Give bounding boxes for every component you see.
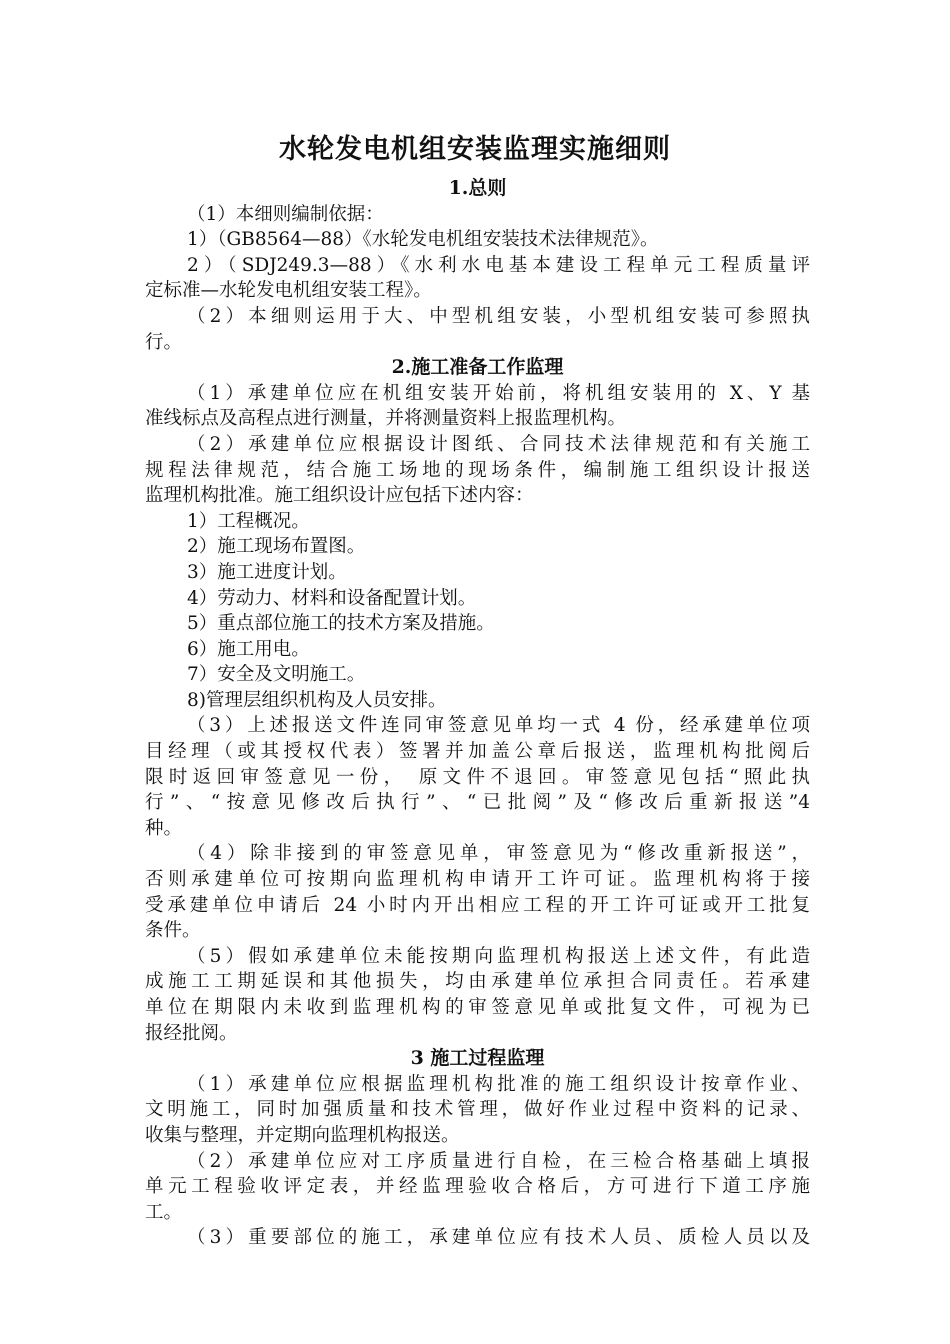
- paragraph-line: （1）本细则编制依据：: [187, 203, 384, 225]
- paragraph-line: 单元工程验收评定表，并经监理验收合格后，方可进行下道工序施: [145, 1176, 810, 1198]
- paragraph-line: 监理机构批准。施工组织设计应包括下述内容：: [145, 485, 534, 507]
- paragraph-line: 收集与整理，并定期向监理机构报送。: [145, 1124, 460, 1146]
- paragraph-line: 工。: [145, 1201, 183, 1223]
- paragraph-line: 文明施工，同时加强质量和技术管理，做好作业过程中资料的记录、: [145, 1099, 810, 1121]
- paragraph-line: 准线标点及高程点进行测量，并将测量资料上报监理机构。: [145, 408, 627, 430]
- paragraph-line: 8)管理层组织机构及人员安排。: [187, 689, 447, 711]
- paragraph-line: （2）承建单位应根据设计图纸、合同技术法律规范和有关施工: [187, 433, 810, 455]
- document-body: [145, 176, 810, 1251]
- document-title: 水轮发电机组安装监理实施细则: [279, 134, 671, 165]
- paragraph-line: 规程法律规范，结合施工场地的现场条件，编制施工组织设计报送: [145, 459, 810, 481]
- paragraph-line: 受承建单位申请后 24 小时内开出相应工程的开工许可证或开工批复: [145, 894, 810, 916]
- paragraph-line: 6）施工用电。: [187, 638, 310, 660]
- paragraph-line: （2）承建单位应对工序质量进行自检，在三检合格基础上填报: [187, 1150, 810, 1172]
- paragraph-line: 1）工程概况。: [187, 510, 310, 532]
- paragraph-line: 行。: [145, 331, 183, 353]
- paragraph-line: 条件。: [145, 920, 201, 942]
- section-heading: 2.施工准备工作监理: [391, 356, 564, 379]
- paragraph-line: （3）上述报送文件连同审签意见单均一式 4 份，经承建单位项: [187, 715, 810, 737]
- paragraph-line: 种。: [145, 817, 183, 839]
- section-heading: 1.总则: [448, 177, 507, 199]
- paragraph-line: 报经批阅。: [145, 1022, 238, 1044]
- paragraph-line: 1）（GB8564—88）《水轮发电机组安装技术法律规范》。: [187, 229, 659, 251]
- paragraph-line: 定标准—水轮发电机组安装工程》。: [145, 280, 432, 302]
- paragraph-line: 2）施工现场布置图。: [187, 536, 366, 558]
- paragraph-line: 2）（SDJ249.3—88）《水利水电基本建设工程单元工程质量评: [187, 254, 810, 276]
- paragraph-line: 5）重点部位施工的技术方案及措施。: [187, 613, 495, 635]
- section-heading: 3 施工过程监理: [410, 1047, 545, 1070]
- paragraph-line: （3）重要部位的施工，承建单位应有技术人员、质检人员以及: [187, 1227, 810, 1249]
- paragraph-line: （1）承建单位应根据监理机构批准的施工组织设计按章作业、: [187, 1073, 810, 1095]
- paragraph-line: 单位在期限内未收到监理机构的审签意见单或批复文件，可视为已: [145, 997, 810, 1018]
- paragraph-line: （5）假如承建单位未能按期向监理机构报送上述文件，有此造: [187, 945, 810, 967]
- paragraph-line: 限时返回审签意见一份， 原文件不退回。审签意见包括“照此执: [145, 766, 810, 788]
- paragraph-line: （2）本细则运用于大、中型机组安装，小型机组安装可参照执: [187, 305, 810, 327]
- paragraph-line: 4）劳动力、材料和设备配置计划。: [187, 587, 477, 609]
- paragraph-line: 成施工工期延误和其他损失，均由承建单位承担合同责任。若承建: [145, 971, 810, 993]
- paragraph-line: 7）安全及文明施工。: [187, 664, 366, 686]
- paragraph-line: （1）承建单位应在机组安装开始前，将机组安装用的 X、Y 基: [187, 382, 810, 404]
- paragraph-line: （4）除非接到的审签意见单，审签意见为“修改重新报送”，: [187, 843, 810, 865]
- paragraph-line: 目经理（或其授权代表）签署并加盖公章后报送，监理机构批阅后: [145, 741, 810, 763]
- paragraph-line: 行”、“按意见修改后执行”、“已批阅”及“修改后重新报送”4: [145, 792, 810, 814]
- paragraph-line: 3）施工进度计划。: [187, 561, 347, 583]
- paragraph-line: 否则承建单位可按期向监理机构申请开工许可证。监理机构将于接: [145, 869, 810, 891]
